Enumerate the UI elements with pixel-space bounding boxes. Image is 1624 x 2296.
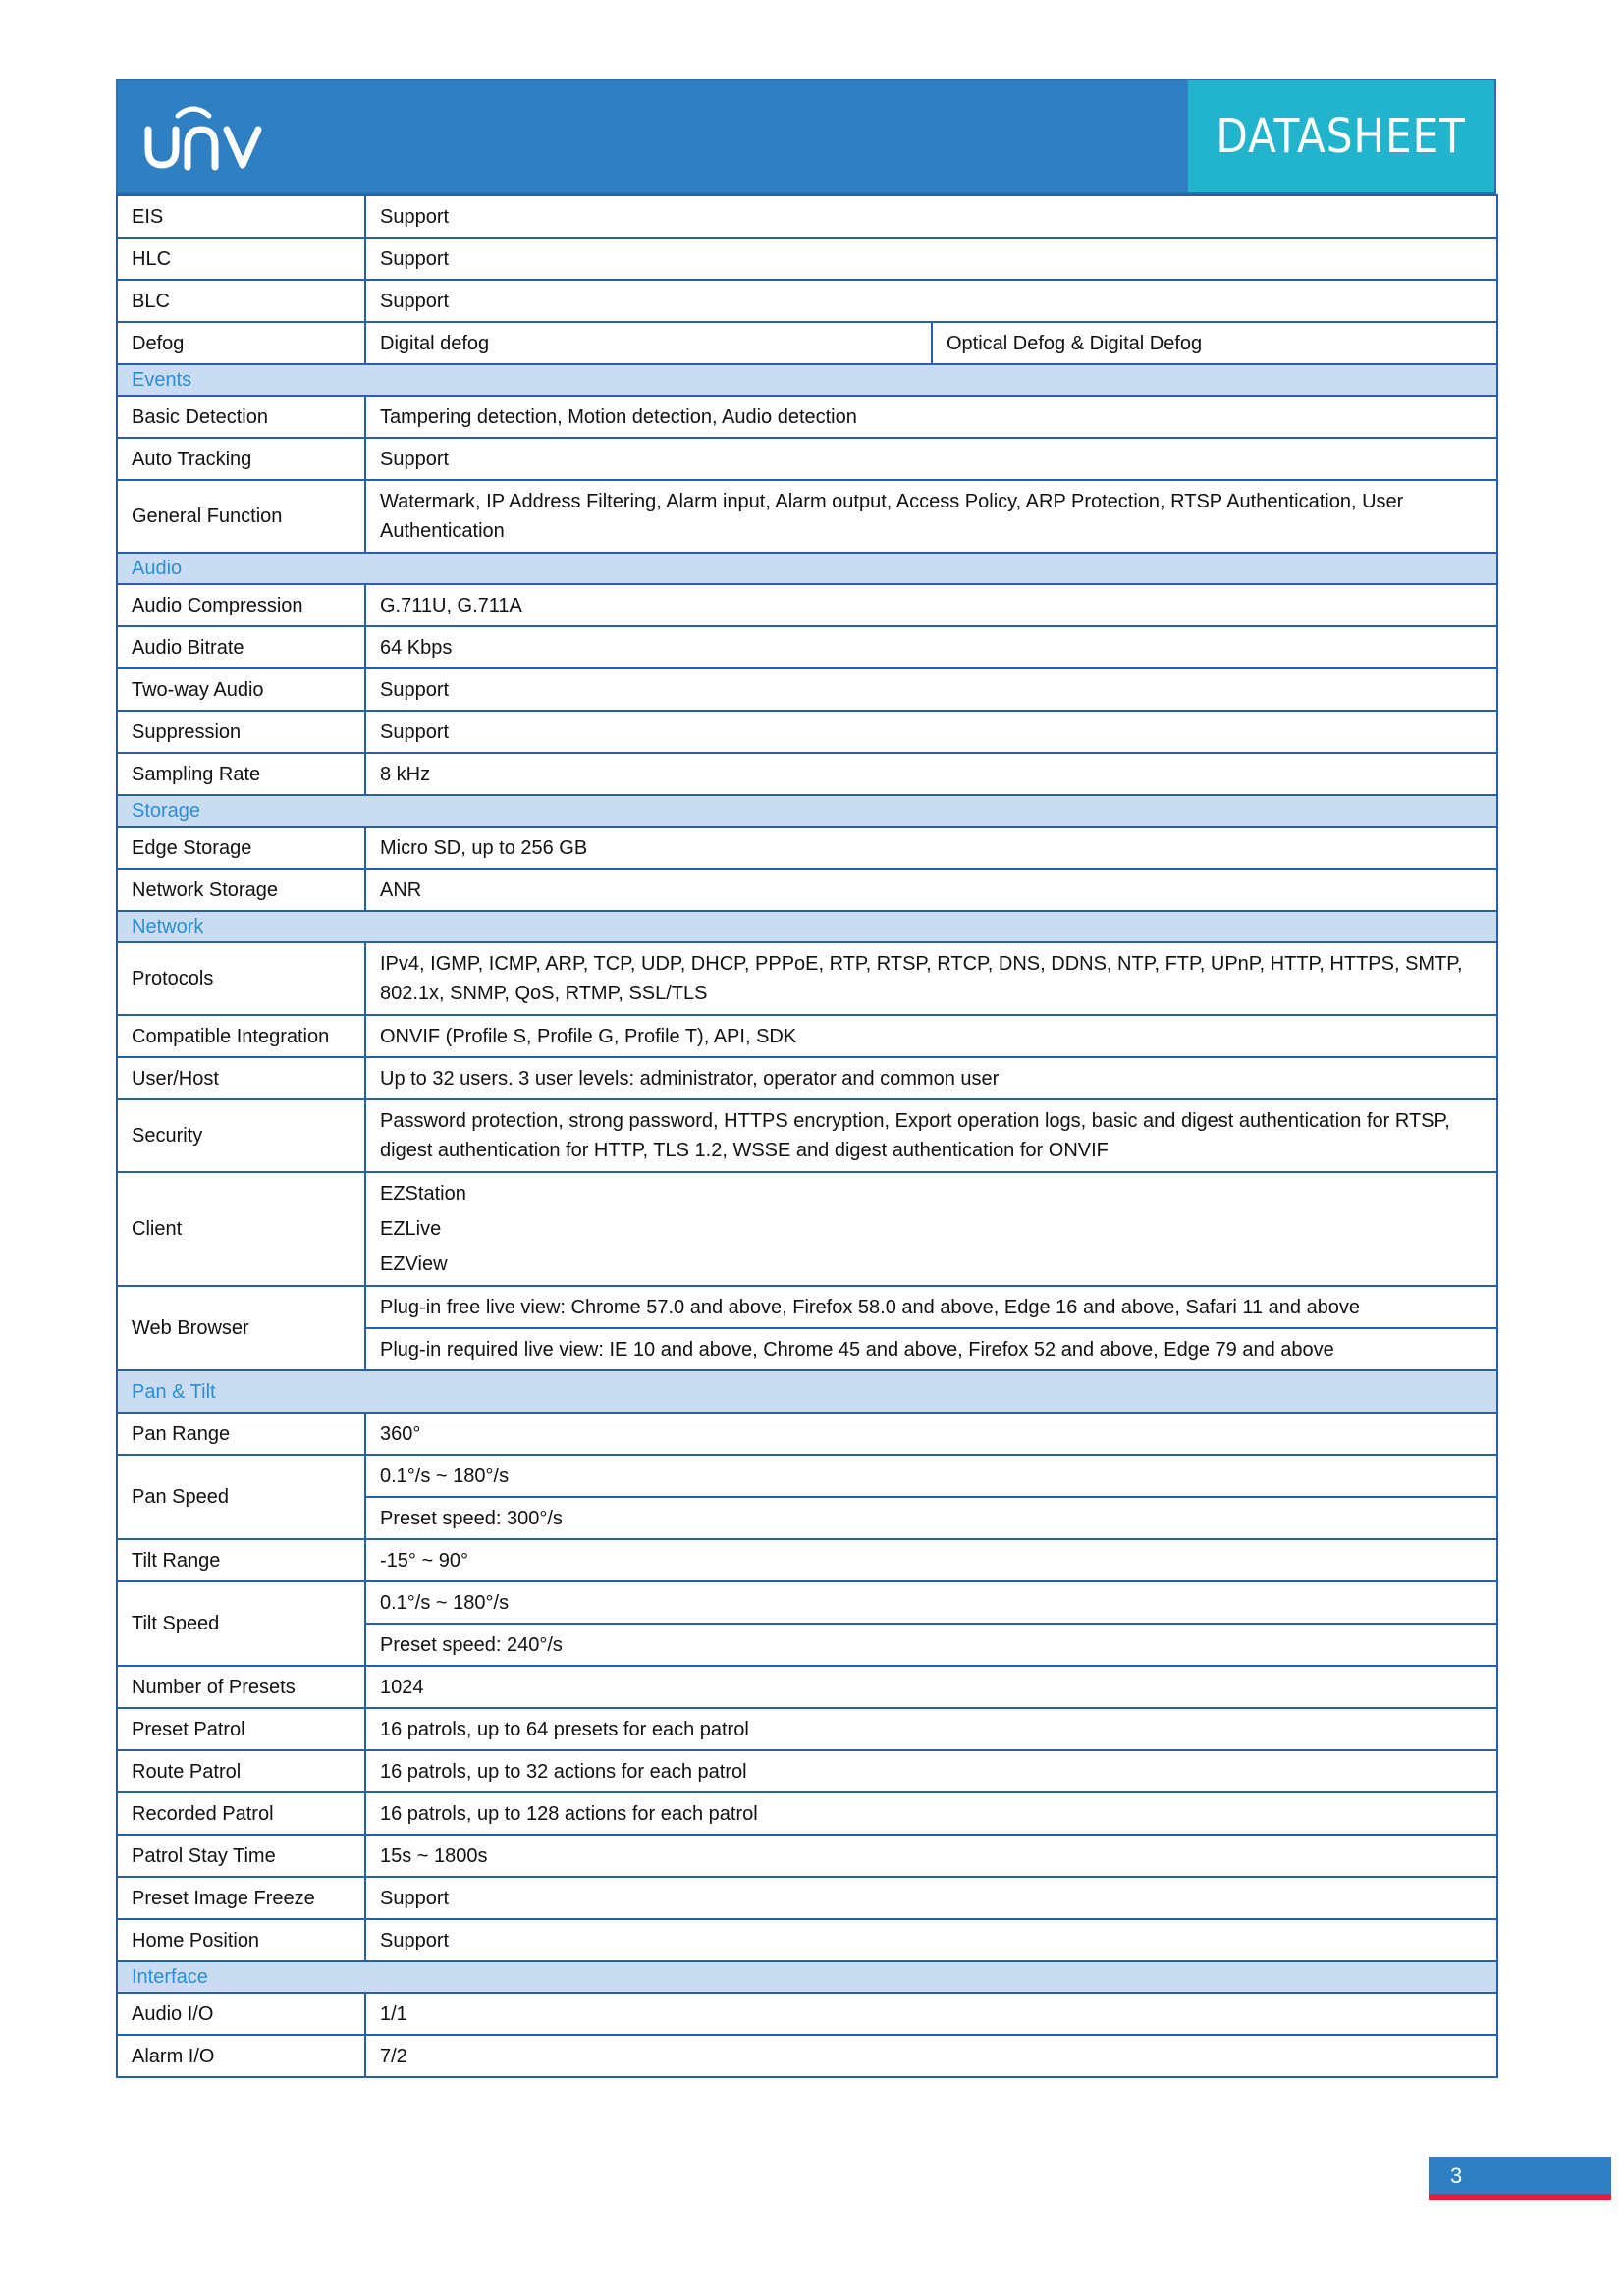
spec-label: Number of Presets	[117, 1666, 365, 1708]
table-row	[117, 1750, 1497, 1792]
section-title: Audio	[117, 553, 1497, 584]
spec-value: ANR	[365, 869, 1497, 911]
spec-value: Watermark, IP Address Filtering, Alarm input, Alarm output, Access Policy, ARP Protection, RTSP Authentication, User Authentication	[365, 480, 1497, 553]
table-row	[117, 1792, 1497, 1835]
spec-label: Route Patrol	[117, 1750, 365, 1792]
spec-label: Audio I/O	[117, 1993, 365, 2035]
list-item: EZLive	[380, 1218, 442, 1240]
spec-label: HLC	[117, 238, 365, 280]
table-row	[117, 1877, 1497, 1919]
section-title: Pan & Tilt	[117, 1370, 1497, 1413]
spec-label: Home Position	[117, 1919, 365, 1961]
table-row	[117, 480, 1497, 553]
spec-label: Alarm I/O	[117, 2035, 365, 2077]
spec-table	[116, 194, 1498, 2078]
section-title: Network	[117, 911, 1497, 942]
datasheet-title: DATASHEET	[1216, 109, 1467, 164]
spec-value: Support	[365, 280, 1497, 322]
table-row	[117, 1413, 1497, 1455]
spec-value-list	[365, 1172, 1497, 1286]
spec-value: Support	[365, 238, 1497, 280]
spec-value: Support	[365, 195, 1497, 238]
spec-value: Preset speed: 300°/s	[365, 1497, 1497, 1539]
table-row	[117, 396, 1497, 438]
table-row	[117, 1993, 1497, 2035]
section-header-audio	[117, 553, 1497, 584]
table-row	[117, 1286, 1497, 1328]
table-row	[117, 626, 1497, 668]
spec-value: 360°	[365, 1413, 1497, 1455]
spec-value: -15° ~ 90°	[365, 1539, 1497, 1581]
spec-label: BLC	[117, 280, 365, 322]
table-row	[117, 1919, 1497, 1961]
spec-value: 1/1	[365, 1993, 1497, 2035]
spec-value: 0.1°/s ~ 180°/s	[365, 1581, 1497, 1624]
spec-value: 64 Kbps	[365, 626, 1497, 668]
table-row	[117, 1581, 1497, 1624]
spec-value: 7/2	[365, 2035, 1497, 2077]
spec-value: 15s ~ 1800s	[365, 1835, 1497, 1877]
section-title: Storage	[117, 795, 1497, 827]
table-row	[117, 195, 1497, 238]
section-header-network	[117, 911, 1497, 942]
unv-logo	[142, 94, 290, 182]
spec-value: Plug-in required live view: IE 10 and above, Chrome 45 and above, Firefox 52 and above, Edge 79 and above	[365, 1328, 1497, 1370]
section-title: Events	[117, 364, 1497, 396]
spec-value: 16 patrols, up to 32 actions for each patrol	[365, 1750, 1497, 1792]
spec-label: Basic Detection	[117, 396, 365, 438]
table-row	[117, 238, 1497, 280]
table-row	[117, 668, 1497, 711]
table-row	[117, 1015, 1497, 1057]
spec-label: Suppression	[117, 711, 365, 753]
spec-label: Tilt Speed	[117, 1581, 365, 1666]
table-row	[117, 1099, 1497, 1172]
spec-label: Two-way Audio	[117, 668, 365, 711]
spec-label: User/Host	[117, 1057, 365, 1099]
section-title: Interface	[117, 1961, 1497, 1993]
page-number: 3	[1429, 2157, 1611, 2200]
spec-label: Defog	[117, 322, 365, 364]
table-row	[117, 1708, 1497, 1750]
table-row	[117, 1172, 1497, 1286]
spec-label: Compatible Integration	[117, 1015, 365, 1057]
spec-value: Support	[365, 1919, 1497, 1961]
spec-value: 16 patrols, up to 128 actions for each patrol	[365, 1792, 1497, 1835]
spec-label: Security	[117, 1099, 365, 1172]
spec-value: Support	[365, 668, 1497, 711]
spec-label: Protocols	[117, 942, 365, 1015]
table-row	[117, 1835, 1497, 1877]
spec-label: Audio Bitrate	[117, 626, 365, 668]
table-row	[117, 280, 1497, 322]
spec-label: Patrol Stay Time	[117, 1835, 365, 1877]
table-row	[117, 942, 1497, 1015]
spec-value: 16 patrols, up to 64 presets for each patrol	[365, 1708, 1497, 1750]
spec-label: Sampling Rate	[117, 753, 365, 795]
spec-label: Preset Patrol	[117, 1708, 365, 1750]
table-row	[117, 322, 1497, 364]
table-row	[117, 2035, 1497, 2077]
spec-value: 8 kHz	[365, 753, 1497, 795]
spec-value: Support	[365, 438, 1497, 480]
spec-value: 1024	[365, 1666, 1497, 1708]
table-row	[117, 753, 1497, 795]
spec-label: Audio Compression	[117, 584, 365, 626]
table-row	[117, 1057, 1497, 1099]
spec-label: EIS	[117, 195, 365, 238]
spec-label: Client	[117, 1172, 365, 1286]
list-item: EZView	[380, 1254, 448, 1275]
spec-value: Plug-in free live view: Chrome 57.0 and above, Firefox 58.0 and above, Edge 16 and above, Safari 11 and above	[365, 1286, 1497, 1328]
spec-value: Support	[365, 711, 1497, 753]
table-row	[117, 869, 1497, 911]
spec-label: Edge Storage	[117, 827, 365, 869]
spec-value: G.711U, G.711A	[365, 584, 1497, 626]
table-row	[117, 1539, 1497, 1581]
spec-label: Web Browser	[117, 1286, 365, 1370]
list-item: EZStation	[380, 1183, 466, 1204]
spec-value: IPv4, IGMP, ICMP, ARP, TCP, UDP, DHCP, PPPoE, RTP, RTSP, RTCP, DNS, DDNS, NTP, FTP, UPnP, HTTP, HTTPS, SMTP, 802.1x, SNMP, QoS, RTMP, SSL/TLS	[365, 942, 1497, 1015]
spec-value: Tampering detection, Motion detection, Audio detection	[365, 396, 1497, 438]
spec-label: Tilt Range	[117, 1539, 365, 1581]
spec-label: Pan Speed	[117, 1455, 365, 1539]
section-header-events	[117, 364, 1497, 396]
section-header-storage	[117, 795, 1497, 827]
spec-value: 0.1°/s ~ 180°/s	[365, 1455, 1497, 1497]
table-row	[117, 438, 1497, 480]
spec-label: Auto Tracking	[117, 438, 365, 480]
spec-value: Micro SD, up to 256 GB	[365, 827, 1497, 869]
spec-label: Recorded Patrol	[117, 1792, 365, 1835]
table-row	[117, 711, 1497, 753]
datasheet-header	[116, 79, 1496, 194]
spec-value: Support	[365, 1877, 1497, 1919]
spec-label: Preset Image Freeze	[117, 1877, 365, 1919]
table-row	[117, 1455, 1497, 1497]
spec-label: Pan Range	[117, 1413, 365, 1455]
section-header-pan-tilt	[117, 1370, 1497, 1413]
section-header-interface	[117, 1961, 1497, 1993]
unv-logo-icon	[142, 94, 290, 177]
spec-value: Password protection, strong password, HTTPS encryption, Export operation logs, basic and digest authentication for RTSP, digest authentication for HTTP, TLS 1.2, WSSE and digest authentication for ONVIF	[365, 1099, 1497, 1172]
spec-value-alt: Optical Defog & Digital Defog	[932, 322, 1497, 364]
spec-value: Up to 32 users. 3 user levels: administrator, operator and common user	[365, 1057, 1497, 1099]
spec-label: Network Storage	[117, 869, 365, 911]
table-row	[117, 584, 1497, 626]
spec-value: Preset speed: 240°/s	[365, 1624, 1497, 1666]
spec-value: Digital defog	[365, 322, 932, 364]
spec-label: General Function	[117, 480, 365, 553]
datasheet-badge	[1188, 80, 1494, 192]
spec-value: ONVIF (Profile S, Profile G, Profile T), API, SDK	[365, 1015, 1497, 1057]
table-row	[117, 827, 1497, 869]
table-row	[117, 1666, 1497, 1708]
